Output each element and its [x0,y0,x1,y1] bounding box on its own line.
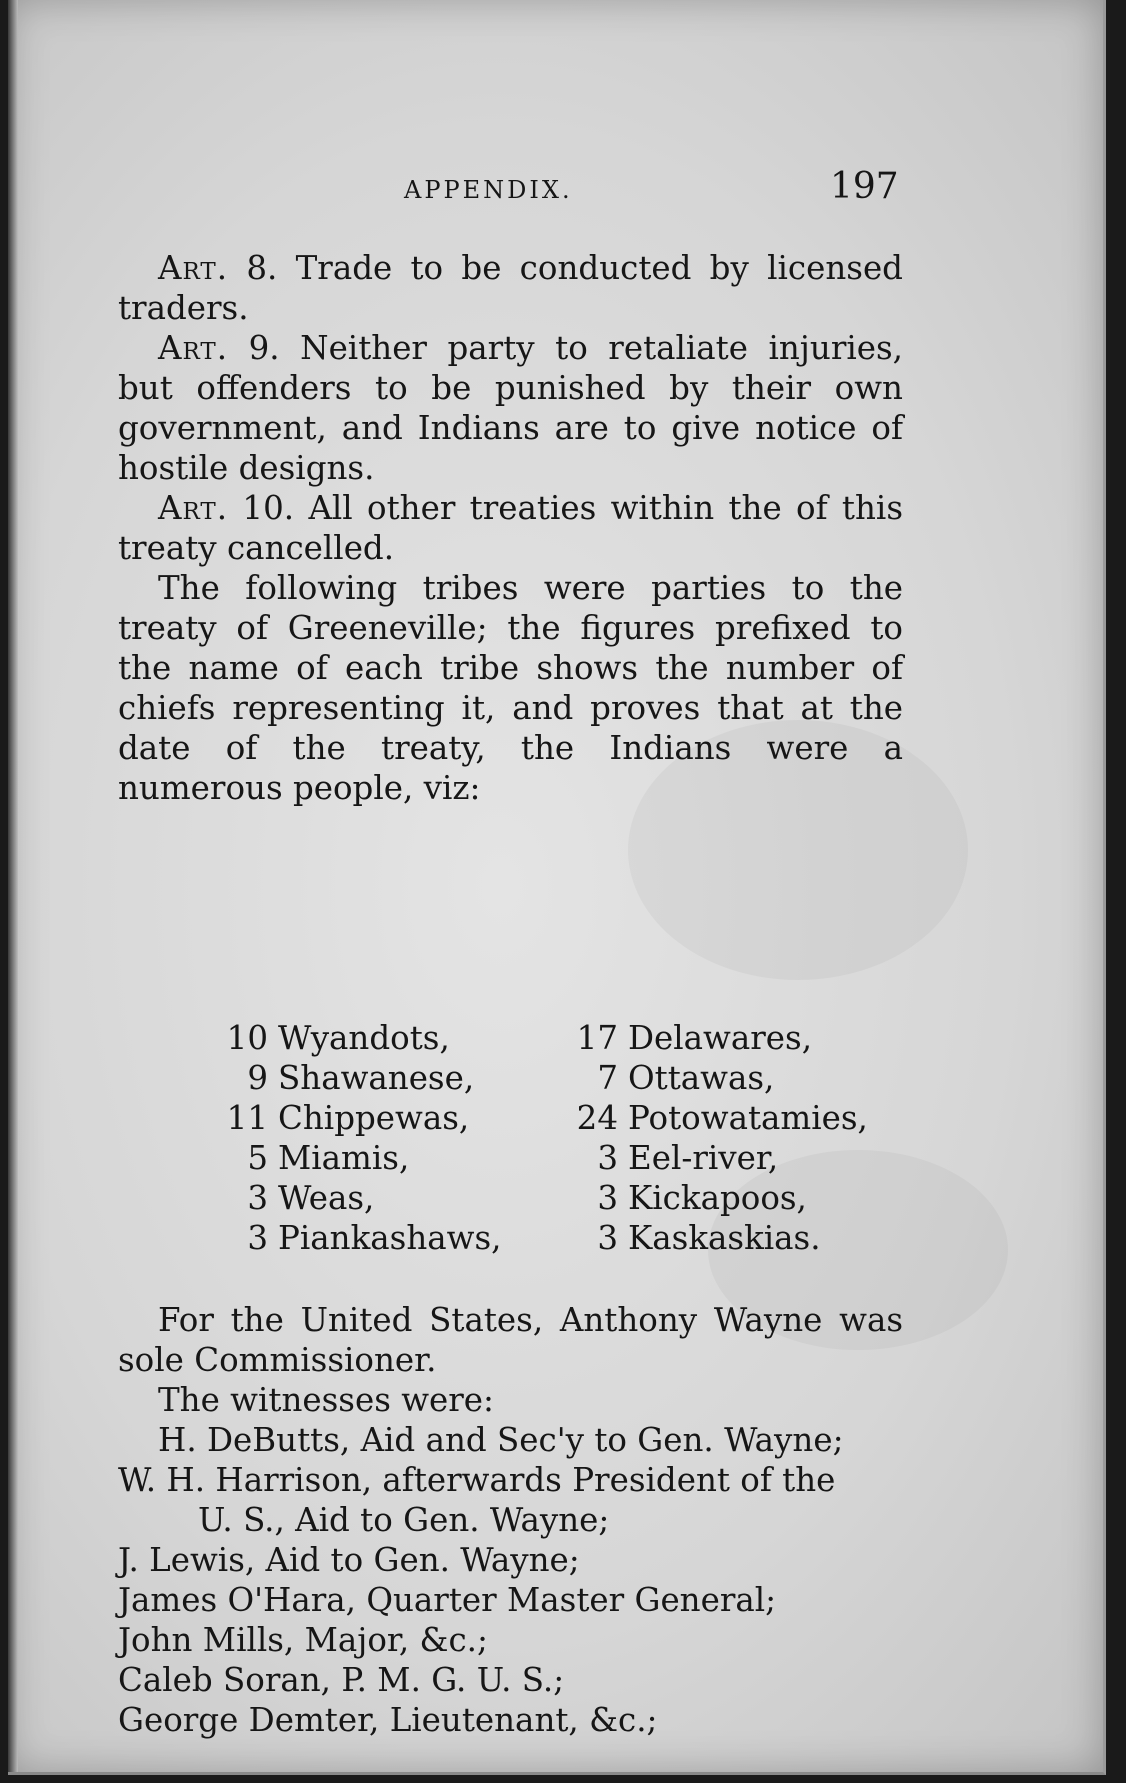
tribe-entry [568,1218,888,1258]
article-number: 9. [248,329,280,367]
tribe-entry [218,1138,518,1178]
tribe-count: 5 [247,1139,268,1177]
tribe-name: Kaskaskias. [628,1219,821,1257]
witness-line: W. H. Harrison, afterwards President of the [118,1461,836,1499]
running-head: APPENDIX. [404,176,573,204]
tribe-name: Miamis, [278,1139,410,1177]
tribe-count: 3 [597,1219,618,1257]
commissioner-paragraph: For the United States, Anthony Wayne was sole Commissioner. [118,1301,903,1379]
main-text [118,248,903,1739]
page-number: 197 [830,166,899,207]
tribe-count: 7 [597,1059,618,1097]
witness-line: James O'Hara, Quarter Master General; [118,1581,777,1619]
witness-line: J. Lewis, Aid to Gen. Wayne; [118,1541,580,1579]
tribe-entry [218,1178,518,1218]
tribe-name: Chippewas, [278,1099,470,1137]
article-8 [118,248,903,328]
tribe-count: 9 [247,1059,268,1097]
tribe-entry [568,1178,888,1218]
tribe-count: 24 [576,1099,618,1137]
page-spine-shadow [8,0,18,1772]
tribe-count: 11 [226,1099,268,1137]
tribe-entry [218,1218,518,1258]
tribe-name: Shawanese, [278,1059,475,1097]
tribe-count: 3 [597,1139,618,1177]
tribe-count: 3 [247,1219,268,1257]
tribe-entry [218,1098,518,1138]
tribe-name: Potowatamies, [628,1099,868,1137]
tribe-entry [568,1058,888,1098]
witness-line: U. S., Aid to Gen. Wayne; [198,1501,610,1539]
article-number: 8. [246,249,278,287]
tribe-column-right [568,1018,888,1258]
tribe-name: Ottawas, [628,1059,775,1097]
witnesses-intro: The witnesses were: [158,1381,494,1419]
tribe-entry [568,1098,888,1138]
witness-line: Caleb Soran, P. M. G. U. S.; [118,1661,565,1699]
article-label: Art. [158,249,229,287]
tribe-count: 17 [576,1019,618,1057]
article-label: Art. [158,329,229,367]
tribe-count: 3 [597,1179,618,1217]
tribe-count: 10 [226,1019,268,1057]
tribe-name: Weas, [278,1179,375,1217]
tribe-entry [218,1018,518,1058]
article-label: Art. [158,489,229,527]
tribe-name: Kickapoos, [628,1179,807,1217]
tribe-name: Wyandots, [278,1019,450,1057]
witness-line: George Demter, Lieutenant, &c.; [118,1701,658,1739]
article-number: 10. [242,489,295,527]
witness-line: John Mills, Major, &c.; [118,1621,488,1659]
tribe-entry [218,1058,518,1098]
tribe-entry [568,1018,888,1058]
tribe-column-left [218,1018,518,1258]
intro-paragraph: The following tribes were parties to the treaty of Greeneville; the figures prefixed to the name of each tribe shows the number of chiefs representing it, and proves that at the date of the treaty, the Indians were a numerous people, viz: [118,569,903,807]
book-page [8,0,1106,1775]
article-10 [118,488,903,568]
tribe-name: Piankashaws, [278,1219,502,1257]
article-text: Trade to be conducted by licensed traders. [118,249,903,327]
tribe-count: 3 [247,1179,268,1217]
article-9 [118,328,903,488]
article-text: All other treaties within the of this treaty cancelled. [118,489,903,567]
tribe-name: Delawares, [628,1019,813,1057]
article-text: Neither party to retaliate injuries, but offenders to be punished by their own government, and Indians are to give notice of hostile designs. [118,329,903,487]
tribe-entry [568,1138,888,1178]
tribe-name: Eel-river, [628,1139,779,1177]
commissioner-section [118,1300,903,1740]
witness-line: H. DeButts, Aid and Sec'y to Gen. Wayne; [158,1421,844,1459]
